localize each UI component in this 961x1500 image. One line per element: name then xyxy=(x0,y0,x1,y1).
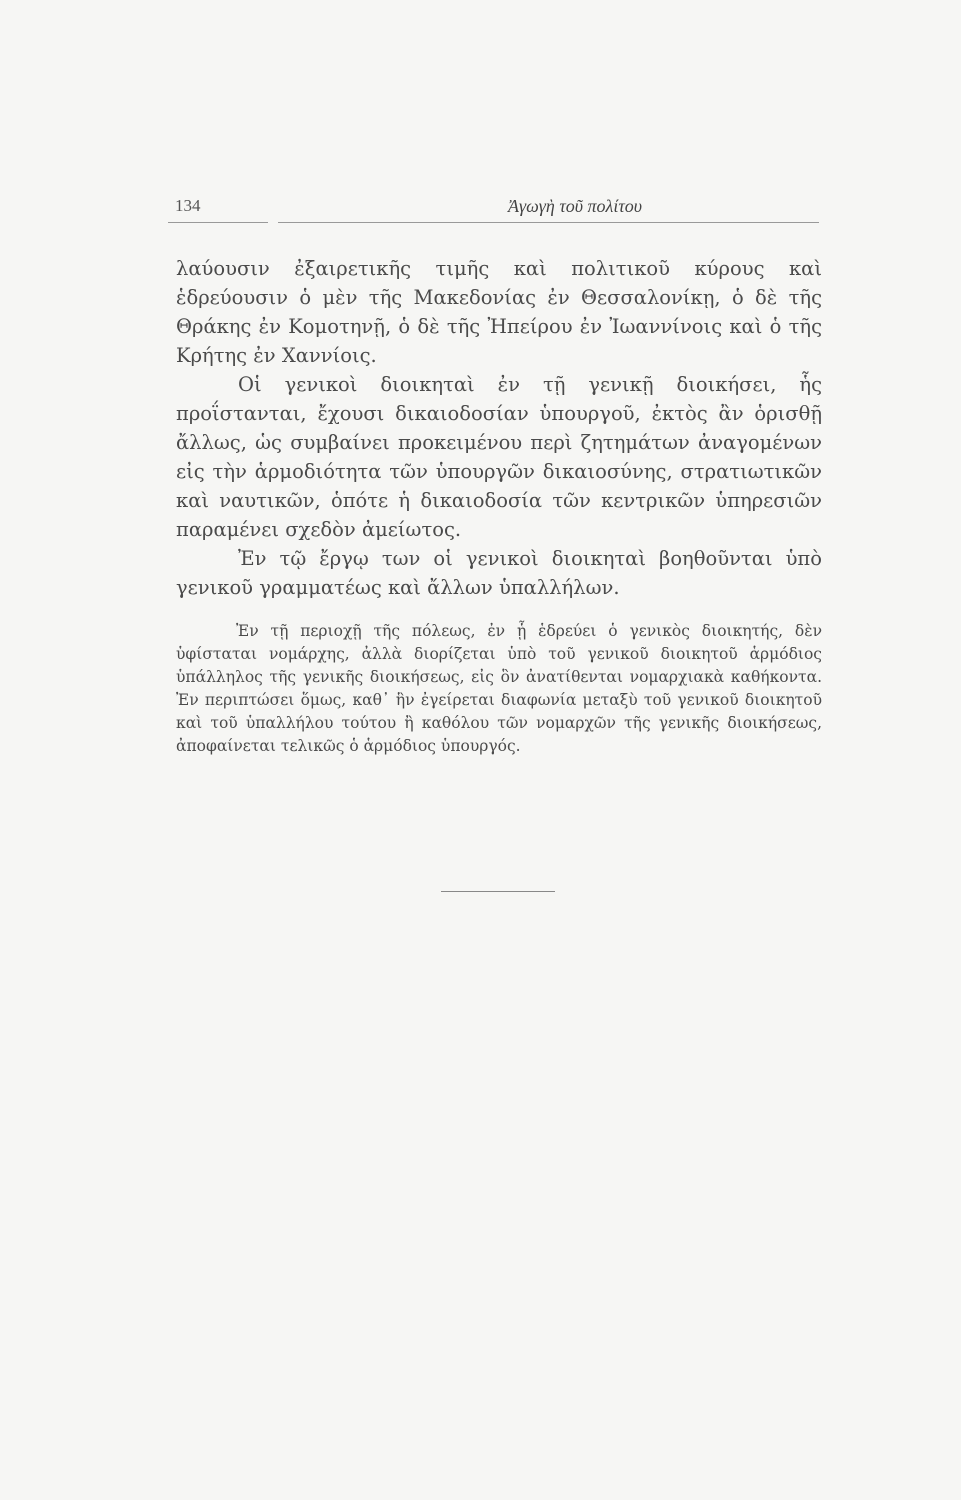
main-text xyxy=(176,254,822,602)
page-header xyxy=(175,196,820,218)
header-rule-left xyxy=(168,222,268,223)
section-end-rule xyxy=(441,891,555,892)
header-rule-right xyxy=(278,222,819,223)
note-text xyxy=(176,620,822,758)
page-number: 134 xyxy=(175,196,201,215)
paragraph-governors: Οἱ γενικοὶ διοικηταὶ ἐν τῇ γενικῇ διοικήσει, ἧς προΐστανται, ἔχουσι δικαιοδοσίαν ὑπουργοῦ, ἐκτὸς ἂν ὁρισθῇ ἄλλως, ὡς συμβαίνει προκειμένου περὶ ζητημάτων ἀναγομένων εἰς τὴν ἁρμοδιότητα τῶν ὑπουργῶν δικαιοσύνης, στρατιωτικῶν καὶ ναυτικῶν, ὁπότε ἡ δικαιοδοσία τῶν κεντρικῶν ὑπηρεσιῶν παραμένει σχεδὸν ἀμείωτος. xyxy=(176,373,822,541)
note-paragraph: Ἐν τῇ περιοχῇ τῆς πόλεως, ἐν ᾗ ἑδρεύει ὁ γενικὸς διοικητής, δὲν ὑφίσταται νομάρχης, ἀλλὰ διορίζεται ὑπὸ τοῦ γενικοῦ διοικητοῦ ἁρμόδιος ὑπάλληλος τῆς γενικῆς διοικήσεως, εἰς ὃν ἀνατίθενται νομαρχιακὰ καθήκοντα. Ἐν περιπτώσει ὅμως, καθ᾽ ἣν ἐγείρεται διαφωνία μεταξὺ τοῦ γενικοῦ διοικητοῦ καὶ τοῦ ὑπαλλήλου τούτου ἢ καθόλου τῶν νομαρχῶν τῆς γενικῆς διοικήσεως, ἀποφαίνεται τελικῶς ὁ ἁρμόδιος ὑπουργός. xyxy=(176,622,822,755)
running-title: Ἀγωγὴ τοῦ πολίτου xyxy=(508,196,643,216)
paragraph-assistants: Ἐν τῷ ἔργῳ των οἱ γενικοὶ διοικηταὶ βοηθοῦνται ὑπὸ γενικοῦ γραμματέως καὶ ἄλλων ὑπαλλήλων. xyxy=(176,547,822,599)
paragraph-continuation: λαύουσιν ἐξαιρετικῆς τιμῆς καὶ πολιτικοῦ κύρους καὶ ἑδρεύουσιν ὁ μὲν τῆς Μακεδονίας ἐν Θεσσαλονίκῃ, ὁ δὲ τῆς Θράκης ἐν Κομοτηνῇ, ὁ δὲ τῆς Ἠπείρου ἐν Ἰωαννίνοις καὶ ὁ τῆς Κρήτης ἐν Χαννίοις. xyxy=(176,257,822,367)
